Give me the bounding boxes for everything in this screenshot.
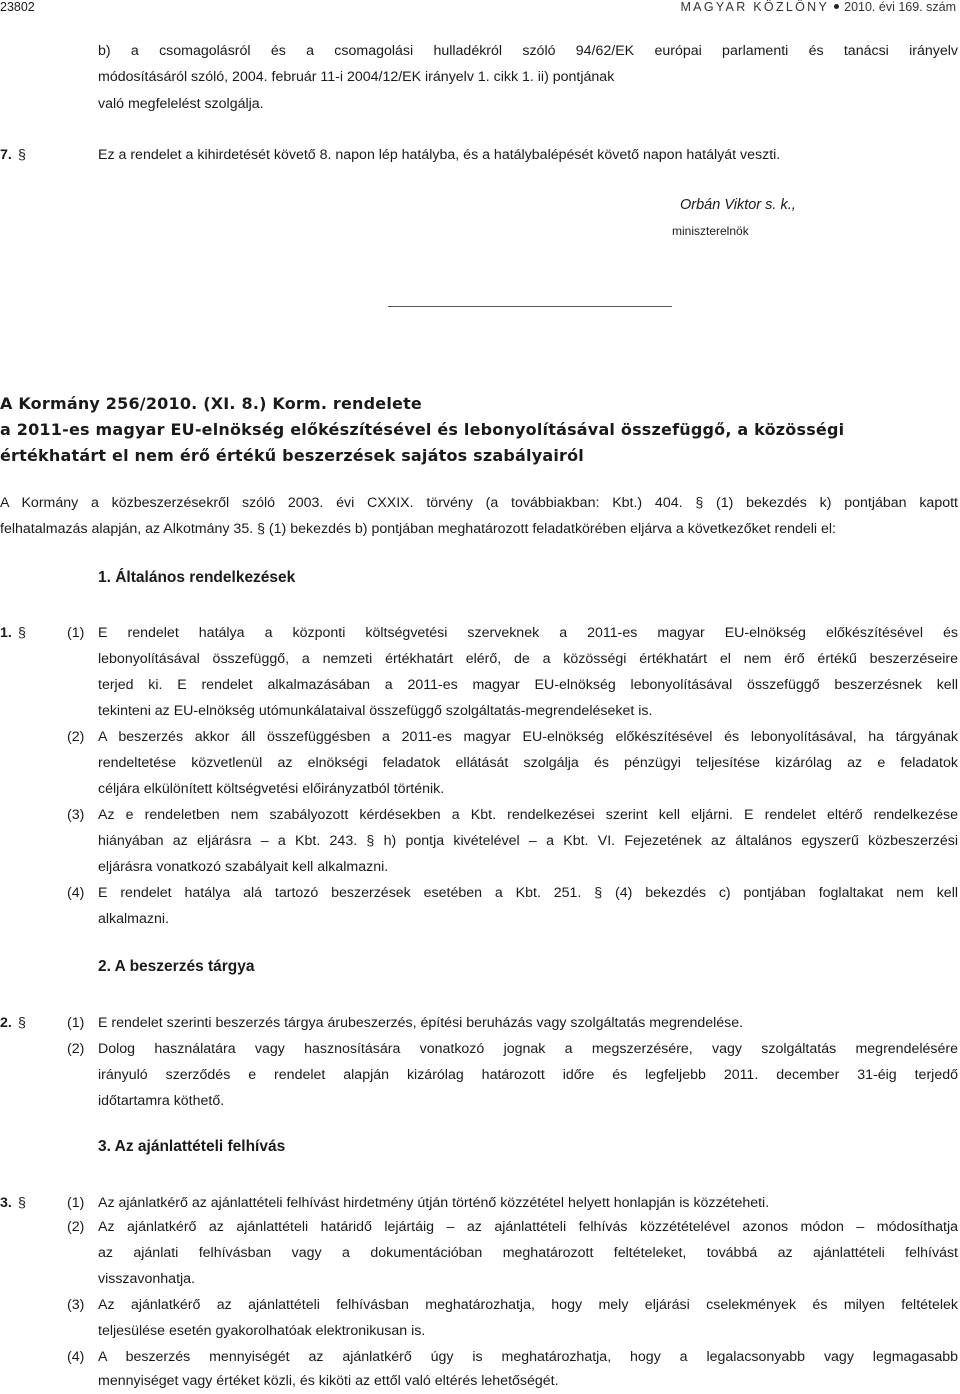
par2-sub2-line2: irányuló szerződés e rendelet alapján kizárólag határozott időre és legfeljebb 2011. december 31-éig terjedő: [98, 1067, 958, 1083]
par3-sub1-line1: Az ajánlatkérő az ajánlattételi felhívást hirdetmény útján történő közzététel helyett honlapján is közzéteheti.: [98, 1195, 770, 1211]
par2-sub2-line3: időtartamra köthető.: [98, 1093, 225, 1109]
running-header: [0, 0, 960, 14]
subsection-number: (2): [67, 729, 85, 745]
subsection-number: (3): [67, 1297, 85, 1313]
par1-sub2-line1: A beszerzés akkor áll összefüggésben a 2011-es magyar EU-elnökség előkészítésével és lebonyolításával, ha tárgyának: [98, 729, 958, 745]
section-7-number: 7.: [0, 147, 12, 163]
section-symbol: §: [18, 147, 26, 163]
paragraph-2-number: 2.: [0, 1015, 12, 1031]
journal-name: MAGYAR KÖZLÖNY: [680, 0, 830, 14]
subsection-number: (4): [67, 885, 85, 901]
par3-sub4-line1: A beszerzés mennyiségét az ajánlatkérő úgy is meghatározhatja, hogy a legalacsonyabb vagy legmagasabb: [98, 1349, 958, 1365]
par1-sub4-line1: E rendelet hatálya alá tartozó beszerzések esetében a Kbt. 251. § (4) bekezdés c) pontjában foglaltakat nem kell: [98, 885, 958, 901]
separator-rule: [388, 306, 672, 307]
decree-subtitle-line2: értékhatárt el nem érő értékű beszerzések sajátos szabályairól: [0, 446, 584, 465]
subsection-number: (1): [67, 1015, 85, 1031]
par3-sub2-line2: az ajánlati felhívásban vagy a dokumentációban meghatározott feltételeket, továbbá az ajánlattételi felhívást: [98, 1245, 958, 1261]
decree-subtitle-line1: a 2011-es magyar EU-elnökség előkészítésével és lebonyolításával összefüggő, a közösségi: [0, 420, 845, 439]
par3-sub4-line2: mennyiséget vagy értéket közli, és kiköti az ettől való eltérés lehetőségét.: [98, 1373, 559, 1389]
subsection-number: (3): [67, 807, 85, 823]
par1-sub3-line3: eljárásra vonatkozó szabályait kell alkalmazni.: [98, 859, 389, 875]
par1-sub3-line1: Az e rendeletben nem szabályozott kérdésekben a Kbt. rendelkezései szerint kell eljárni. E rendelet eltérő rendelkezése: [98, 807, 958, 823]
par3-sub2-line1: Az ajánlatkérő az ajánlattételi határidő lejártáig – az ajánlattételi felhívás közzétételével azonos módon – módosíthatja: [98, 1219, 958, 1235]
decree-title: A Kormány 256/2010. (XI. 8.) Korm. rendelete: [0, 394, 422, 413]
paragraph-symbol: §: [18, 1015, 26, 1031]
preamble-line2: felhatalmazás alapján, az Alkotmány 35. § (1) bekezdés b) pontjában meghatározott feladatkörében eljárva a következőket rendeli el:: [0, 521, 836, 537]
prev-b-line1: b) a csomagolásról és a csomagolási hulladékról szóló 94/62/EK európai parlamenti és tanácsi irányelv: [98, 43, 958, 59]
paragraph-1-number: 1.: [0, 625, 12, 641]
par2-sub1-line1: E rendelet szerinti beszerzés tárgya árubeszerzés, építési beruházás vagy szolgáltatás megrendelése.: [98, 1015, 744, 1031]
par2-sub2-line1: Dolog használatára vagy hasznosítására vonatkozó jognak a megszerzésére, vagy szolgáltatás megrendelésére: [98, 1041, 958, 1057]
par3-sub3-line2: teljesülése esetén gyakorolhatóak elektronikusan is.: [98, 1323, 426, 1339]
signature-name: Orbán Viktor s. k.,: [680, 197, 796, 213]
signature-role: miniszterelnök: [672, 224, 749, 238]
par1-sub1-line3: terjed ki. E rendelet alkalmazásában a 2011-es magyar EU-elnökség lebonyolításával összefüggő beszerzésnek kell: [98, 677, 958, 693]
section-heading-3: 3. Az ajánlattételi felhívás: [98, 1138, 286, 1155]
par3-sub3-line1: Az ajánlatkérő az ajánlattételi felhívásban meghatározhatja, hogy mely eljárási cselekmények és milyen feltételek: [98, 1297, 958, 1313]
par1-sub4-line2: alkalmazni.: [98, 911, 169, 927]
paragraph-symbol: §: [18, 625, 26, 641]
subsection-number: (2): [67, 1041, 85, 1057]
preamble-line1: A Kormány a közbeszerzésekről szóló 2003. évi CXXIX. törvény (a továbbiakban: Kbt.) 404. § (1) bekezdés k) pontjában kapott: [0, 495, 958, 511]
par1-sub1-line1: E rendelet hatálya a központi költségvetési szerveknek a 2011-es magyar EU-elnökség előkészítésével és: [98, 625, 958, 641]
subsection-number: (4): [67, 1349, 85, 1365]
par1-sub1-line2: lebonyolításával összefüggő, a nemzeti értékhatárt elérő, de a közösségi értékhatárt el nem érő értékű beszerzéseire: [98, 651, 958, 667]
par1-sub3-line2: hiányában az eljárásra – a Kbt. 243. § h) pontja kivételével – a Kbt. VI. Fejezetének az általános egyszerű közbeszerzési: [98, 833, 958, 849]
subsection-number: (1): [67, 1195, 85, 1211]
bullet-icon: [834, 4, 839, 9]
par1-sub1-line4: tekinteni az EU-elnökség utómunkálataival összefüggő szolgáltatás-megrendeléseket is.: [98, 703, 653, 719]
subsection-number: (2): [67, 1219, 85, 1235]
subsection-number: (1): [67, 625, 85, 641]
section-heading-1: 1. Általános rendelkezések: [98, 569, 296, 586]
issue-label: 2010. évi 169. szám: [844, 0, 956, 14]
prev-b-line3: való megfelelést szolgálja.: [98, 96, 264, 112]
paragraph-symbol: §: [18, 1195, 26, 1211]
par1-sub2-line2: rendeltetése közvetlenül az elnökségi feladatok ellátását szolgálja és pénzügyi teljesítése kizárólag az e feladatok: [98, 755, 958, 771]
par1-sub2-line3: céljára elkülönített költségvetési előirányzatból történik.: [98, 781, 445, 797]
prev-b-line2: módosításáról szóló, 2004. február 11-i 2004/12/EK irányelv 1. cikk 1. ii) pontjának: [98, 69, 615, 85]
section-7-text: Ez a rendelet a kihirdetését követő 8. napon lép hatályba, és a hatálybalépését követő napon hatályát veszti.: [98, 147, 781, 163]
par3-sub2-line3: visszavonhatja.: [98, 1271, 195, 1287]
page-number: 23802: [0, 0, 35, 14]
section-heading-2: 2. A beszerzés tárgya: [98, 958, 255, 975]
paragraph-3-number: 3.: [0, 1195, 12, 1211]
journal-info: [680, 0, 956, 14]
